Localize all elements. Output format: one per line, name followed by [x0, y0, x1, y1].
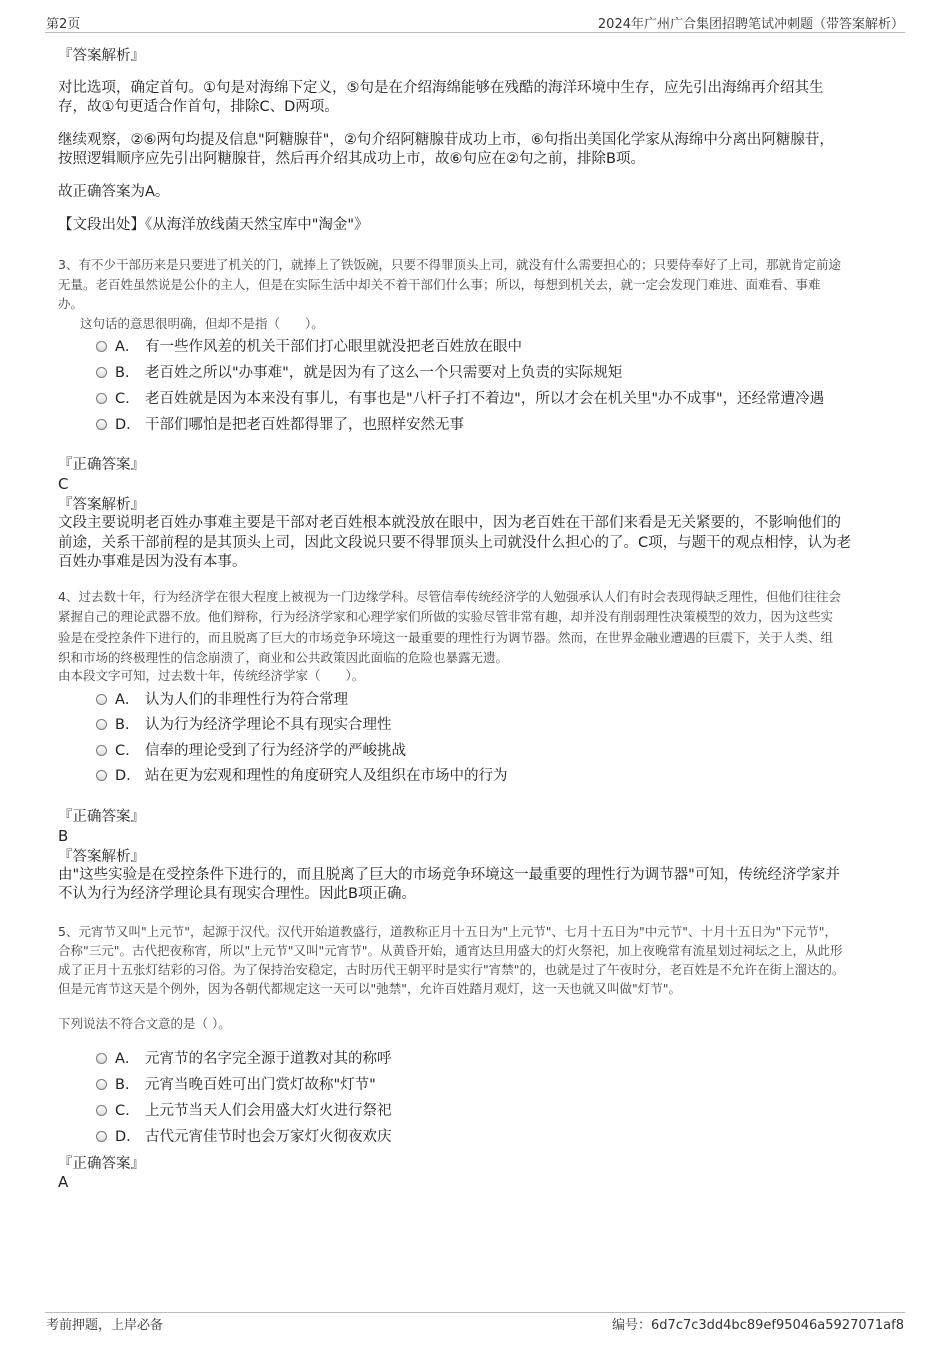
question-5-prompt: 下列说法不符合文意的是（ ）。 — [58, 1016, 231, 1031]
text-line: 前途，关系干部前程的是其顶头上司，因此文段说只要不得罪顶头上司就没什么担心的了。C项，与题干的观点相悖，认为老 — [58, 534, 852, 551]
correct-answer-label: 『正确答案』 — [58, 809, 145, 825]
radio-icon[interactable] — [96, 341, 107, 352]
question-4-prompt: 由本段文字可知，过去数十年，传统经济学家（ ）。 — [58, 668, 365, 683]
option-letter: C. — [115, 1103, 130, 1119]
radio-icon[interactable] — [96, 770, 107, 781]
text-line: 紧握自己的理论武器不放。他们辩称，行为经济学家和心理学家们所做的实验尽管非常有趣，却并没有削弱理性决策模型的效力，因为这些实 — [58, 609, 834, 625]
text-line: 3、有不少干部历来是只要进了机关的门，就捧上了铁饭碗，只要不得罪顶头上司，就没有什么需要担心的；只要侍奉好了上司，那就肯定前途 — [58, 257, 841, 272]
option-letter: D. — [115, 1129, 131, 1145]
text-line: 4、过去数十年，行为经济学在很大程度上被视为一门边缘学科。尽管信奉传统经济学的人勉强承认人们有时会表现得缺乏理性，但他们往往会 — [58, 589, 841, 604]
option-letter: C. — [115, 743, 130, 759]
option-c[interactable] — [96, 1101, 392, 1121]
text-line: 文段主要说明老百姓办事难主要是干部对老百姓根本就没放在眼中，因为老百姓在干部们来看是无关紧要的，不影响他们的 — [58, 515, 841, 531]
option-b[interactable] — [96, 1075, 376, 1095]
radio-icon[interactable] — [96, 1079, 107, 1090]
text-line: 不认为行为经济学理论具有现实合理性。因此B项正确。 — [58, 886, 416, 902]
question-3-prompt: 这句话的意思很明确，但却不是指（ ）。 — [80, 316, 324, 331]
analysis-paragraph — [58, 79, 824, 117]
question-3-stem — [58, 255, 841, 314]
correct-answer: C — [58, 475, 69, 493]
correct-answer: B — [58, 827, 69, 845]
conclusion: 故正确答案为A。 — [58, 184, 170, 200]
option-text: 有一些作风差的机关干部们打心眼里就没把老百姓放在眼中 — [145, 339, 522, 355]
text-line: 5、元宵节又叫"上元节"，起源于汉代。汉代开始道教盛行，道教称正月十五日为"上元节"、七月十五日为"中元节"、十月十五日为"下元节"， — [58, 924, 837, 939]
option-text: 干部们哪怕是把老百姓都得罪了，也照样安然无事 — [145, 417, 464, 433]
text-line: 但是元宵节这天是个例外，因为各朝代都规定这一天可以"弛禁"，允许百姓踏月观灯，这一天也就又叫做"灯节"。 — [58, 981, 682, 996]
option-text: 认为人们的非理性行为符合常理 — [145, 692, 348, 708]
option-text: 站在更为宏观和理性的角度研究人及组织在市场中的行为 — [145, 768, 508, 784]
option-letter: D. — [115, 768, 131, 784]
option-d[interactable] — [96, 766, 508, 786]
radio-icon[interactable] — [96, 1105, 107, 1116]
radio-icon[interactable] — [96, 745, 107, 756]
text-line: 办。 — [58, 296, 84, 312]
option-c[interactable] — [96, 389, 824, 409]
radio-icon[interactable] — [96, 393, 107, 404]
option-text: 古代元宵佳节时也会万家灯火彻夜欢庆 — [145, 1129, 392, 1145]
document-title: 2024年广州广合集团招聘笔试冲刺题（带答案解析） — [597, 17, 904, 32]
option-a[interactable] — [96, 1049, 392, 1069]
option-text: 认为行为经济学理论不具有现实合理性 — [145, 717, 392, 733]
text-line: 按照逻辑顺序应先引出阿糖腺苷，然后再介绍其成功上市，故⑥句应在②句之前，排除B项。 — [58, 151, 645, 167]
radio-icon[interactable] — [96, 694, 107, 705]
analysis-label: 『答案解析』 — [58, 497, 145, 513]
radio-icon[interactable] — [96, 367, 107, 378]
option-d[interactable] — [96, 1127, 392, 1147]
option-a[interactable] — [96, 690, 348, 710]
text-line: 验是在受控条件下进行的，而且脱离了巨大的市场竞争环境这一最重要的理性行为调节器。然而，在世界金融业遭遇的巨震下，关于人类、组 — [58, 629, 834, 645]
code-value: 6d7c7c3dd4bc89ef95046a5927071af8 — [651, 1318, 904, 1333]
option-letter: B. — [115, 717, 130, 733]
text-line: 百姓办事难是因为没有本事。 — [58, 554, 247, 570]
analysis-paragraph — [58, 131, 834, 169]
radio-icon[interactable] — [96, 419, 107, 430]
radio-icon[interactable] — [96, 1131, 107, 1142]
option-text: 信奉的理论受到了行为经济学的严峻挑战 — [145, 743, 406, 759]
radio-icon[interactable] — [96, 719, 107, 730]
analysis-label: 『答案解析』 — [58, 48, 145, 64]
question-4-stem — [58, 587, 841, 668]
text-line: 合称"三元"。古代把夜称宵，所以"上元节"又叫"元宵节"。从黄昏开始，通宵达旦用盛大的灯火祭祀，加上夜晚常有流星划过祠坛之上，从此形 — [58, 943, 843, 958]
text-line: 成了正月十五张灯结彩的习俗。为了保持治安稳定，古时历代王朝平时是实行"宵禁"的，也就是过了午夜时分，老百姓是不允许在街上溜达的。 — [58, 962, 845, 977]
option-letter: A． — [115, 1051, 140, 1067]
analysis-label: 『答案解析』 — [58, 849, 145, 865]
option-letter: A． — [115, 692, 140, 708]
text-line: 织和市场的终极理性的信念崩溃了，商业和公共政策因此面临的危险也暴露无遗。 — [58, 649, 509, 665]
option-letter: B. — [115, 365, 130, 381]
footer-slogan: 考前押题，上岸必备 — [46, 1318, 164, 1333]
question-5-stem — [58, 922, 845, 998]
option-text: 上元节当天人们会用盛大灯火进行祭祀 — [145, 1103, 392, 1119]
option-text: 元宵节的名字完全源于道教对其的称呼 — [145, 1051, 392, 1067]
option-text: 元宵当晚百姓可出门赏灯故称"灯节" — [145, 1077, 376, 1093]
document-code — [612, 1314, 904, 1333]
option-letter: B. — [115, 1077, 130, 1093]
option-letter: A． — [115, 339, 140, 355]
code-label: 编号： — [612, 1318, 652, 1333]
text-line: 无量。老百姓虽然说是公仆的主人，但是在实际生活中却关不着干部们什么事；所以，每想到机关去，就一定会发现门难进、面难看、事难 — [58, 276, 821, 292]
text-line: 由"这些实验是在受控条件下进行的，而且脱离了巨大的市场竞争环境这一最重要的理性行为调节器"可知，传统经济学家并 — [58, 867, 840, 883]
footer-divider — [45, 1312, 905, 1313]
option-d[interactable] — [96, 415, 464, 435]
correct-answer-label: 『正确答案』 — [58, 457, 145, 473]
radio-icon[interactable] — [96, 1053, 107, 1064]
header-divider — [45, 32, 905, 33]
option-c[interactable] — [96, 741, 406, 761]
correct-answer-label: 『正确答案』 — [58, 1156, 145, 1172]
analysis-text — [58, 514, 851, 573]
option-letter: D. — [115, 417, 131, 433]
option-b[interactable] — [96, 363, 622, 383]
option-a[interactable] — [96, 337, 522, 357]
option-letter: C. — [115, 391, 130, 407]
option-text: 老百姓就是因为本来没有事儿，有事也是"八杆子打不着边"，所以才会在机关里"办不成事"，还经常遭冷遇 — [145, 391, 825, 407]
correct-answer: A — [58, 1173, 69, 1191]
text-line: 继续观察，②⑥两句均提及信息"阿糖腺苷"，②句介绍阿糖腺苷成功上市，⑥句指出美国化学家从海绵中分离出阿糖腺苷， — [58, 132, 834, 148]
source: 【文段出处】《从海洋放线菌天然宝库中"淘金"》 — [58, 217, 369, 233]
option-b[interactable] — [96, 715, 392, 735]
analysis-text — [58, 866, 840, 904]
option-text: 老百姓之所以"办事难"，就是因为有了这么一个只需要对上负责的实际规矩 — [145, 365, 623, 381]
text-line: 对比选项，确定首句。①句是对海绵下定义，⑤句是在介绍海绵能够在残酷的海洋环境中生存，应先引出海绵再介绍其生 — [58, 80, 824, 96]
text-line: 存，故①句更适合作首句，排除C、D两项。 — [58, 99, 339, 115]
page-number: 第2页 — [46, 17, 81, 32]
